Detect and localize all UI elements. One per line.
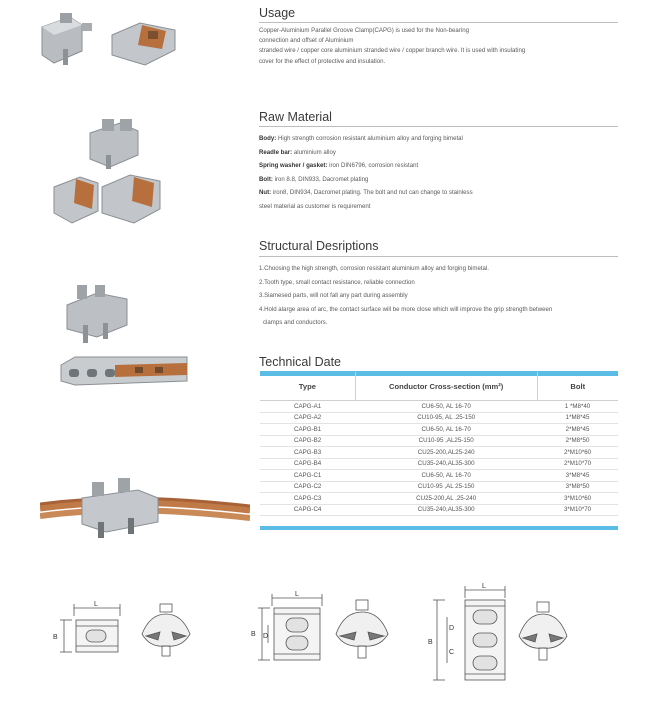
cell-type: CAPG-A1 (260, 401, 355, 413)
cell-type: CAPG-C1 (260, 470, 355, 482)
drawing-type-b (250, 588, 420, 678)
technical-title: Technical Date (259, 355, 341, 369)
table-row (260, 424, 618, 436)
raw-material-item: Bolt: iron 8.8, DIN933, Dacromet plating (259, 175, 369, 183)
cell-bolt: 3*M10*70 (537, 504, 618, 516)
cell-conductor: CU10-95 ,AL25-150 (355, 435, 537, 447)
product-photo-2 (50, 115, 185, 230)
cell-type: CAPG-A2 (260, 412, 355, 424)
structural-line: 3.Siamesed parts, will not fall any part during assembly (259, 292, 408, 300)
raw-material-item: Body: High strength corrosion resistant aluminium alloy and forging bimetal (259, 135, 463, 142)
usage-line: connection and offset of Aluminium (259, 37, 354, 45)
dim-label-b: B (53, 634, 58, 641)
cell-bolt: 2*M8*50 (537, 435, 618, 447)
cell-bolt: 1 *M8*40 (537, 401, 618, 413)
cell-conductor: CU6-50, AL 16-70 (355, 470, 537, 482)
cell-type: CAPG-B2 (260, 435, 355, 447)
dim-label-l: L (482, 583, 486, 590)
header-bolt: Bolt (537, 372, 618, 401)
cell-conductor: CU25-200,AL .25-240 (355, 493, 537, 505)
raw-material-label: Spring washer / gasket: (259, 162, 328, 170)
dim-label-b: B (428, 639, 433, 646)
cell-bolt: 2*M10*60 (537, 447, 618, 459)
header-conductor: Conductor Cross-section (mm²) (355, 372, 537, 401)
structural-text (259, 262, 619, 330)
raw-material-label: Bolt: (259, 175, 273, 183)
dim-label-d: D (449, 625, 455, 632)
structural-line: 4.Hold alarge area of arc, the contact surface will be more close which will improve the grip strength between (259, 305, 553, 313)
raw-material-item: steel material as customer is requirement (259, 202, 371, 210)
raw-material-label: Nut: (259, 189, 272, 197)
cell-conductor: CU35-240,AL35-300 (355, 458, 537, 470)
cell-conductor: CU25-200,AL25-240 (355, 447, 537, 459)
table-row (260, 412, 618, 424)
cell-bolt: 3*M8*50 (537, 481, 618, 493)
raw-material-title: Raw Material (259, 110, 332, 124)
raw-material-label: Readle bar: (259, 148, 293, 156)
dim-label-b: B (251, 631, 256, 638)
table-row (260, 470, 618, 482)
product-photo-4 (40, 478, 250, 548)
structural-rule (259, 256, 618, 257)
cell-bolt: 3*M10*60 (537, 493, 618, 505)
cell-type: CAPG-C4 (260, 504, 355, 516)
cell-bolt: 2*M8*45 (537, 424, 618, 436)
table-row (260, 504, 618, 516)
table-row (260, 401, 618, 413)
technical-table (260, 372, 618, 516)
raw-material-item: Readle bar: aluminium alloy (259, 148, 336, 156)
raw-material-item: Spring washer / gasket: iron DIN6796, corrosion resistant (259, 162, 419, 170)
drawing-type-c (425, 578, 595, 688)
table-row (260, 435, 618, 447)
cell-type: CAPG-B1 (260, 424, 355, 436)
usage-line: stranded wire / copper core aluminium stranded wire / copper branch wire. It is used with insulating (259, 47, 526, 55)
table-row (260, 458, 618, 470)
usage-line: cover for the effect of protective and insulation. (259, 57, 386, 65)
usage-text (259, 26, 619, 67)
raw-material-text (259, 132, 619, 214)
cell-bolt: 1*M8*45 (537, 412, 618, 424)
usage-title: Usage (259, 6, 296, 20)
table-row (260, 481, 618, 493)
dim-label-c: C (449, 649, 455, 656)
table-bottom-bar (260, 526, 618, 530)
table-row (260, 447, 618, 459)
raw-material-label: Body: (259, 135, 277, 142)
header-type: Type (260, 372, 355, 401)
cell-type: CAPG-C3 (260, 493, 355, 505)
table-row (260, 493, 618, 505)
product-photo-3 (55, 285, 205, 400)
cell-bolt: 3*M8*45 (537, 470, 618, 482)
drawing-type-a (50, 600, 210, 670)
cell-conductor: CU6-50, AL 16-70 (355, 401, 537, 413)
cell-type: CAPG-B3 (260, 447, 355, 459)
usage-line: Copper-Aluminium Parallel Groove Clamp(CAPG) is used for the Non-bearing (259, 27, 469, 34)
cell-type: CAPG-B4 (260, 458, 355, 470)
cell-conductor: CU35-240,AL35-300 (355, 504, 537, 516)
cell-conductor: CU6-50, AL 16-70 (355, 424, 537, 436)
raw-material-item: Nut: iron8, DIN934, Dacromet plating. The bolt and nut can change to stainless (259, 189, 473, 197)
structural-line: 1.Choosing the high strength, corrosion resistant aluminium alloy and forging bimetal. (259, 265, 489, 272)
dim-label-d: D (263, 633, 269, 640)
usage-rule (259, 22, 618, 23)
cell-bolt: 2*M10*70 (537, 458, 618, 470)
raw-material-rule (259, 126, 618, 127)
cell-conductor: CU10-95, AL .25-150 (355, 412, 537, 424)
cell-conductor: CU10-95 ,AL 25-150 (355, 481, 537, 493)
dim-label-l: L (94, 601, 98, 608)
structural-line: 2.Tooth type, small contact resistance, reliable connection (259, 278, 415, 286)
table-header-row (260, 372, 618, 401)
structural-title: Structural Desriptions (259, 239, 379, 253)
structural-line: clamps and conductors. (263, 319, 328, 327)
product-photo-1 (30, 5, 195, 75)
cell-type: CAPG-C2 (260, 481, 355, 493)
dim-label-l: L (295, 591, 299, 598)
